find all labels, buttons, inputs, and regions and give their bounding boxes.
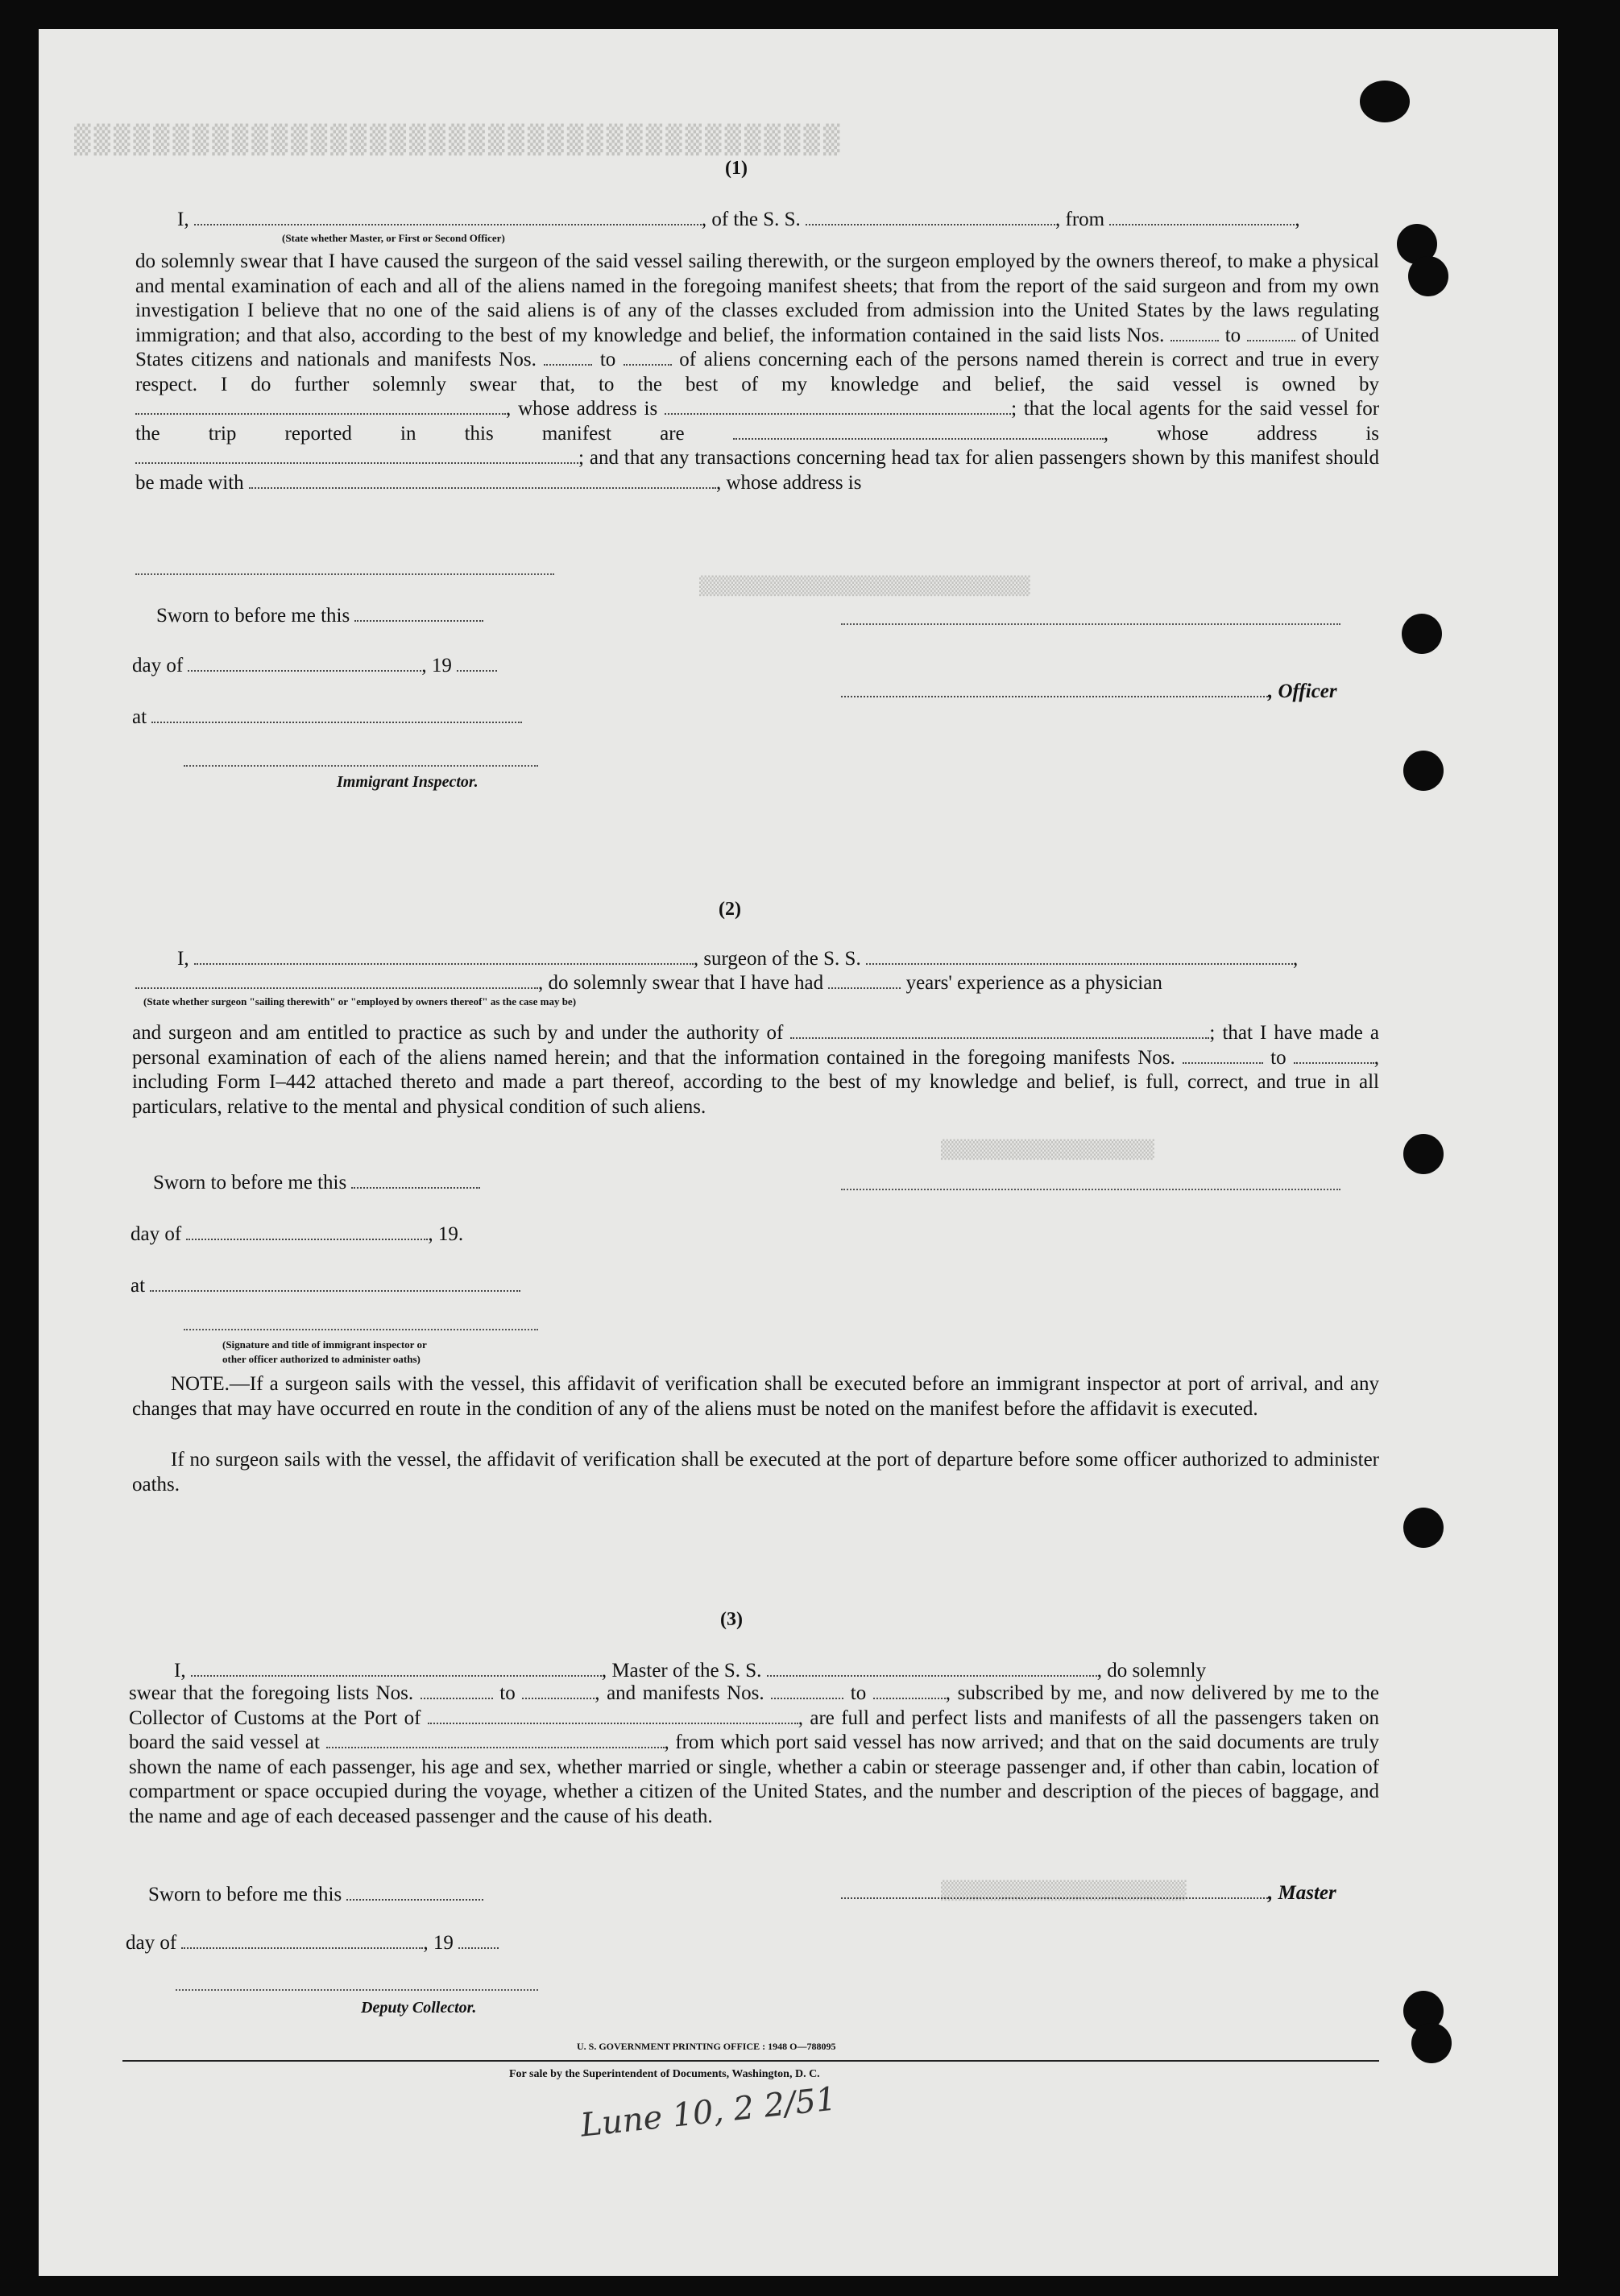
punch-hole: [1403, 1508, 1444, 1548]
section-1-at: at: [132, 704, 522, 730]
surgeon-status-field[interactable]: [135, 970, 538, 989]
note-paragraph-2: If no surgeon sails with the vessel, the affidavit of verification shall be executed at the port of departure before some officer authorized to administer oaths.: [132, 1449, 1379, 1496]
embarkation-port-field[interactable]: [326, 1731, 665, 1748]
section-2-experience-line: , do solemnly swear that I have had years' experience as a physician: [135, 970, 1162, 995]
section-3-body: swear that the foregoing lists Nos. to , and manifests Nos. to , subscribed by me, and now delivered by me to the Collector of Customs at the Port of , are full and perfect lists and manifests of all the passengers taken on board the said vessel at , from which port said vessel has now arrived; and that on the said documents are truly shown the name of each passenger, his age and sex, whether married or single, whether a cabin or steerage passenger and, if other than cabin, location of compartment or space occupied during the voyage, whether a citizen of the United States, and the number and description of the pieces of baggage, and the name and age of each deceased passenger and the cause of his death.: [129, 1682, 1380, 1827]
manifest-to-field[interactable]: [1294, 1046, 1374, 1064]
s3-sworn-day-field[interactable]: [346, 1881, 483, 1901]
s3-year-field[interactable]: [458, 1930, 499, 1949]
customs-port-field[interactable]: [428, 1706, 798, 1724]
bleed-through-decoration: ▒▒▒▒▒▒▒▒▒▒▒▒▒▒▒▒▒▒▒▒▒▒▒: [941, 1881, 1187, 1901]
section-3-number: (3): [720, 1609, 743, 1630]
s3-master-name-field[interactable]: [191, 1657, 602, 1677]
section-2-day: day of , 19.: [131, 1221, 463, 1247]
s3-manifest-from[interactable]: [771, 1682, 843, 1699]
punch-hole: [1408, 256, 1448, 296]
owner-address-field[interactable]: [665, 397, 1011, 415]
section-3-day: day of , 19: [126, 1930, 499, 1955]
punch-hole: [1402, 614, 1442, 654]
inspector-signature-line[interactable]: [184, 765, 538, 767]
s2-month-field[interactable]: [186, 1221, 428, 1240]
s3-list-to[interactable]: [522, 1682, 595, 1699]
gpo-imprint: U. S. GOVERNMENT PRINTING OFFICE : 1948 O—788095: [577, 2041, 836, 2052]
master-signature-field[interactable]: [841, 1880, 1268, 1899]
section-2-sworn: Sworn to before me this: [153, 1169, 480, 1195]
sale-notice: For sale by the Superintendent of Documents, Washington, D. C.: [509, 2068, 820, 2080]
bleed-through-decoration: ▒▒▒▒▒▒▒▒▒▒▒▒▒▒▒▒▒▒▒▒▒▒▒▒▒▒▒▒▒▒▒▒▒▒▒▒▒▒▒: [71, 124, 840, 156]
section-1-field-note: (State whether Master, or First or Second Officer): [282, 232, 505, 244]
section-1-body: do solemnly swear that I have caused the surgeon of the said vessel sailing therewith, or the surgeon employed by the owners thereof, to make a physical and mental examination of each and all of the aliens named in the foregoing manifest sheets; that from the report of the said surgeon and from my own investigation I believe that no one of the said aliens is of any of the classes excluded from admission into the United States by the laws regulating immigration; and that also, according to the best of my knowledge and belief, the information contained in the said lists Nos. to of United States citizens and nationals and manifests Nos. to of aliens concerning each of the persons named therein is correct and true in every respect. I do further solemnly swear that, to the best of my knowledge and belief, the said vessel is owned by , whose address is ; that the local agents for the said vessel for the trip reported in this manifest are , whose address is ; and that any transactions concerning head tax for alien passengers shown by this manifest should be made with , whose address is: [135, 250, 1380, 494]
s2-inspector-signature-line[interactable]: [184, 1329, 538, 1330]
section-3-oath-line: I, , Master of the S. S. , do solemnly: [174, 1657, 1206, 1683]
s2-place-field[interactable]: [150, 1272, 520, 1292]
collector-signature-line[interactable]: [176, 1989, 538, 1991]
immigrant-inspector-label: Immigrant Inspector.: [337, 773, 479, 791]
headtax-address-field[interactable]: [135, 573, 554, 575]
punch-hole: [1403, 1134, 1444, 1174]
signature-note-line-1: (Signature and title of immigrant inspector or: [222, 1338, 427, 1351]
s2-sworn-day-field[interactable]: [351, 1169, 480, 1189]
punch-hole: [1411, 2023, 1452, 2063]
sworn-month-field[interactable]: [188, 652, 421, 672]
s3-manifest-to[interactable]: [873, 1682, 946, 1699]
handwritten-annotation: Lune 10, 2 2/51: [578, 2080, 839, 2145]
form-page: [39, 29, 1558, 2276]
surgeon-signature-line[interactable]: [841, 1189, 1340, 1190]
section-1-oath-line: I, , of the S. S. , from ,: [177, 206, 1300, 232]
signature-note-line-2: other officer authorized to administer oaths): [222, 1353, 421, 1365]
section-2-body: and surgeon and am entitled to practice as such by and under the authority of ; that I have made a personal examination of each of the aliens named herein; and that the information contained in the foregoing manifests Nos. to , including Form I–442 attached thereto and made a part thereof, according to the best of my knowledge and belief, is full, correct, and true in all particulars, relative to the mental and physical condition of such aliens.: [132, 1022, 1380, 1118]
officer-name-field[interactable]: [841, 678, 1268, 697]
punch-hole: [1360, 81, 1410, 122]
alien-manifest-from[interactable]: [544, 348, 592, 366]
surgeon-vessel-field[interactable]: [866, 945, 1293, 965]
bleed-through-decoration: ▒▒▒▒▒▒▒▒▒▒▒▒▒▒▒▒▒▒▒▒: [941, 1140, 1154, 1160]
vessel-name-field[interactable]: [806, 206, 1055, 225]
note-paragraph-1: NOTE.—If a surgeon sails with the vessel, this affidavit of verification shall be executed before an immigrant inspector at port of arrival, and any changes that may have occurred en route in the condition of any of the aliens must be noted on the manifest before the affidavit is executed.: [132, 1373, 1379, 1420]
section-1-day: day of , 19: [132, 652, 497, 678]
footer-rule: [122, 2060, 1379, 2062]
punch-hole: [1403, 751, 1444, 791]
citizen-list-to[interactable]: [1247, 324, 1295, 341]
departure-port-field[interactable]: [1109, 206, 1295, 225]
section-2-oath-line: I, , surgeon of the S. S. ,: [177, 945, 1298, 971]
s3-month-field[interactable]: [181, 1930, 423, 1949]
bleed-through-decoration: ▒▒▒▒▒▒▒▒▒▒▒▒▒▒▒▒▒▒▒▒▒▒▒▒▒▒▒▒▒▒▒: [699, 577, 1030, 597]
sworn-year-field[interactable]: [457, 652, 497, 672]
manifest-from-field[interactable]: [1183, 1046, 1263, 1064]
master-line: , Master: [841, 1880, 1336, 1905]
headtax-contact-field[interactable]: [249, 471, 716, 489]
section-2-field-note: (State whether surgeon "sailing therewith" or "employed by owners thereof" as the case may be): [143, 995, 577, 1007]
section-3-sworn: Sworn to before me this: [148, 1881, 483, 1907]
section-1-number: (1): [725, 158, 748, 179]
license-authority-field[interactable]: [790, 1021, 1209, 1039]
owner-field[interactable]: [135, 397, 506, 415]
citizen-list-from[interactable]: [1170, 324, 1219, 341]
sworn-day-field[interactable]: [354, 602, 483, 622]
sworn-place-field[interactable]: [151, 704, 522, 723]
years-experience-field[interactable]: [828, 970, 901, 989]
s3-list-from[interactable]: [421, 1682, 493, 1699]
master-name-field[interactable]: [194, 206, 702, 225]
officer-line: , Officer: [841, 678, 1337, 704]
section-2-number: (2): [719, 899, 741, 920]
s3-vessel-field[interactable]: [767, 1657, 1097, 1677]
deputy-collector-label: Deputy Collector.: [361, 1999, 477, 2017]
agents-field[interactable]: [733, 422, 1104, 440]
section-2-at: at: [131, 1272, 520, 1298]
surgeon-name-field[interactable]: [194, 945, 694, 965]
section-1-sworn: Sworn to before me this: [156, 602, 483, 628]
alien-manifest-to[interactable]: [624, 348, 672, 366]
officer-signature-line[interactable]: [841, 623, 1340, 625]
agents-address-field[interactable]: [135, 446, 578, 464]
